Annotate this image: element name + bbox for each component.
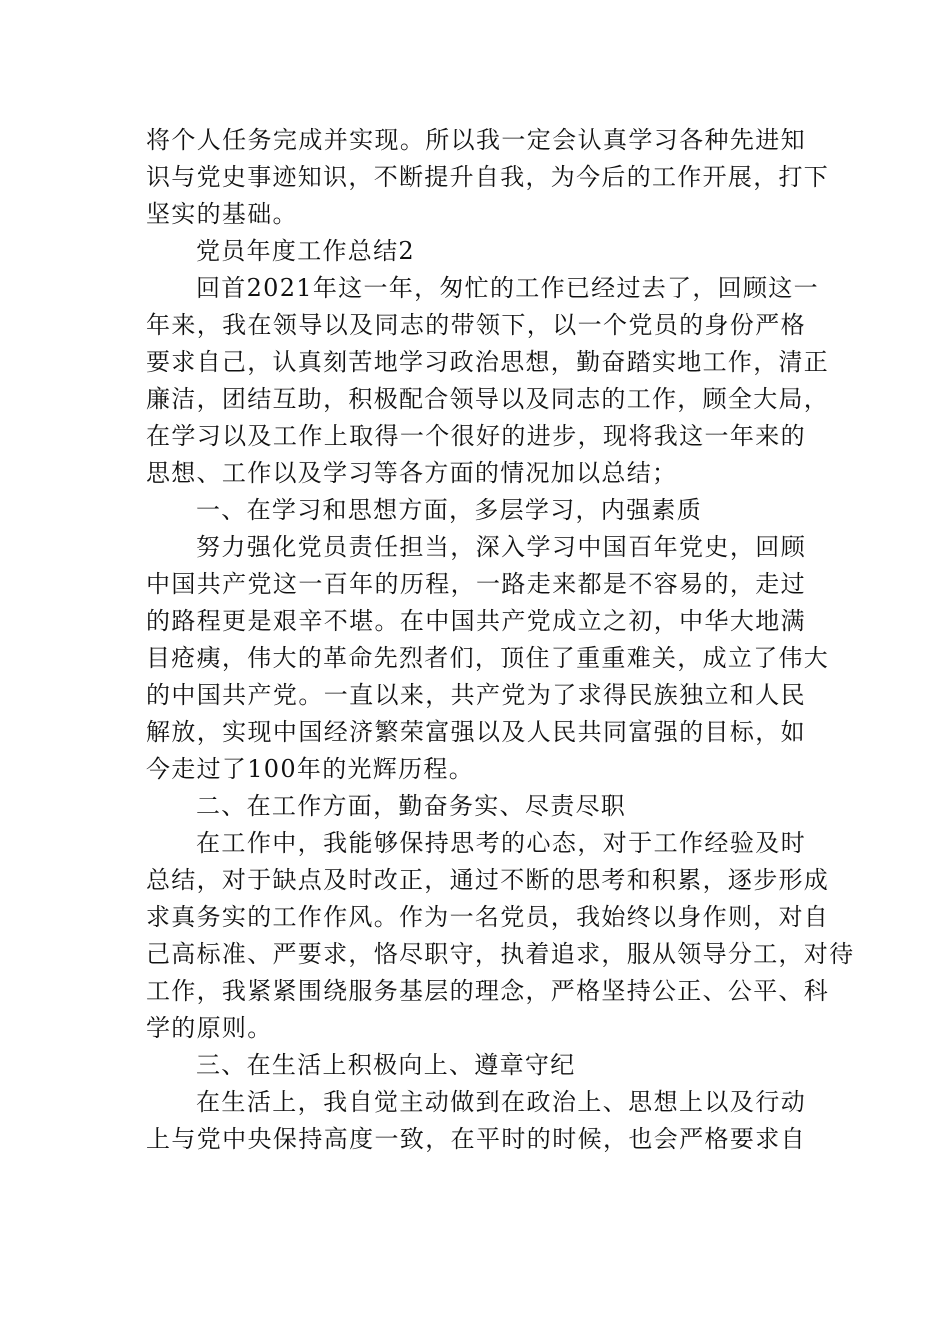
paragraph-line: 今走过了100年的光辉历程。 bbox=[146, 755, 475, 783]
paragraph-line: 年来，我在领导以及同志的带领下，以一个党员的身份严格 bbox=[146, 311, 806, 339]
paragraph-line: 的中国共产党。一直以来，共产党为了求得民族独立和人民 bbox=[146, 681, 806, 709]
section-heading: 三、在生活上积极向上、遵章守纪 bbox=[196, 1051, 576, 1079]
paragraph-line: 回首2021年这一年，匆忙的工作已经过去了，回顾这一 bbox=[196, 274, 819, 302]
paragraph-line: 要求自己，认真刻苦地学习政治思想，勤奋踏实地工作，清正 bbox=[146, 348, 830, 376]
paragraph-line: 中国共产党这一百年的历程，一路走来都是不容易的，走过 bbox=[146, 570, 806, 598]
paragraph-line: 在生活上，我自觉主动做到在政治上、思想上以及行动 bbox=[196, 1088, 806, 1116]
paragraph-line: 求真务实的工作作风。作为一名党员，我始终以身作则，对自 bbox=[146, 903, 830, 931]
paragraph-line: 识与党史事迹知识，不断提升自我，为今后的工作开展，打下 bbox=[146, 163, 830, 191]
paragraph-line: 解放，实现中国经济繁荣富强以及人民共同富强的目标，如 bbox=[146, 718, 806, 746]
paragraph-line: 学的原则。 bbox=[146, 1014, 273, 1042]
paragraph-line: 目疮痍，伟大的革命先烈者们，顶住了重重难关，成立了伟大 bbox=[146, 644, 830, 672]
document-body bbox=[146, 122, 855, 1158]
paragraph-line: 己高标准、严要求，恪尽职守，执着追求，服从领导分工，对待 bbox=[146, 940, 855, 968]
paragraph-line: 思想、工作以及学习等各方面的情况加以总结； bbox=[146, 459, 678, 487]
paragraph-line: 在学习以及工作上取得一个很好的进步，现将我这一年来的 bbox=[146, 422, 806, 450]
paragraph-line: 在工作中，我能够保持思考的心态，对于工作经验及时 bbox=[196, 829, 806, 857]
paragraph-line: 工作，我紧紧围绕服务基层的理念，严格坚持公正、公平、科 bbox=[146, 977, 830, 1005]
paragraph-line: 努力强化党员责任担当，深入学习中国百年党史，回顾 bbox=[196, 533, 806, 561]
section-heading: 二、在工作方面，勤奋务实、尽责尽职 bbox=[196, 792, 627, 820]
paragraph-line: 廉洁，团结互助，积极配合领导以及同志的工作，顾全大局， bbox=[146, 385, 830, 413]
paragraph-line: 坚实的基础。 bbox=[146, 200, 298, 228]
paragraph-line: 的路程更是艰辛不堪。在中国共产党成立之初，中华大地满 bbox=[146, 607, 806, 635]
paragraph-line: 将个人任务完成并实现。所以我一定会认真学习各种先进知 bbox=[146, 126, 806, 154]
section-title: 党员年度工作总结2 bbox=[196, 237, 415, 265]
paragraph-line: 上与党中央保持高度一致，在平时的时候，也会严格要求自 bbox=[146, 1125, 806, 1153]
paragraph-line: 总结，对于缺点及时改正，通过不断的思考和积累，逐步形成 bbox=[146, 866, 830, 894]
section-heading: 一、在学习和思想方面，多层学习，内强素质 bbox=[196, 496, 702, 524]
